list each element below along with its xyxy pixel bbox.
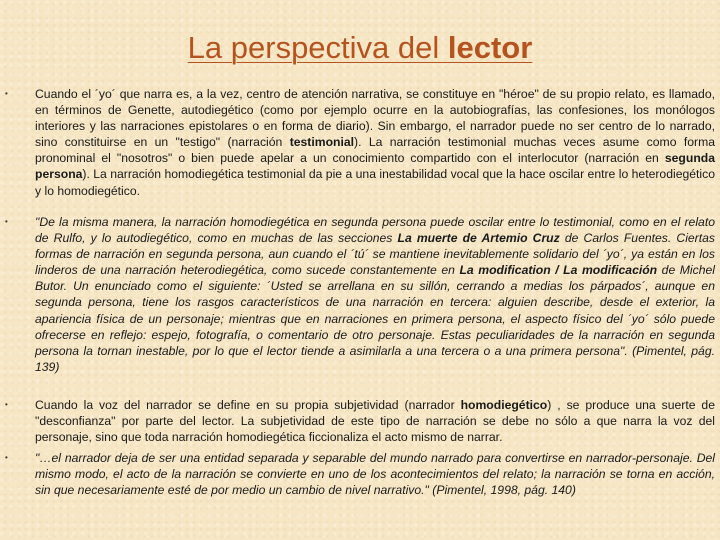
text-run: Cuando el ´yo´ que narra es, a la vez, centro de atención narrativa, se constituye en "héroe" de su propio relato, es llamado, en términos de Genette, autodiegético (como por ejemplo ocurre en la autobiografías, las confesiones, los monólogos interiores y las narraciones epistolares o en forma de diario). Sin embargo, el narrador puede no ser centro de lo narrado, sino constituirse en un "testigo" (narración [35,87,715,150]
bullet-dot-icon: • [5,89,8,98]
bullet-text [35,397,715,445]
bullet-text [35,214,715,375]
bullet-text [35,86,715,199]
text-run: ). La narración homodiegética testimonial da pie a una inestabilidad vocal que la hace oscilar entre lo heterodiegético y lo homodiegético. [35,167,715,198]
slide-title [0,28,720,68]
text-run: ). La narración testimonial muchas veces asume como forma pronominal el "nosotros" o bien puede apelar a un conocimiento compartido con el interlocutor (narración en [35,135,715,166]
text-run: Cuando la voz del narrador se define en su propia subjetividad (narrador [35,398,461,412]
text-run: de Carlos Fuentes. Ciertas formas de narración en segunda persona, aun cuando el ´tú´ se mantiene inevitablemente solidario del ´yo´, ya están en los linderos de una narración heterodiegética, como sucede constantemente en [35,231,715,278]
bold-phrase: homodiegético [460,398,548,412]
bold-phrase: segunda persona [35,151,715,182]
bullet-dot-icon: • [5,453,8,462]
bold-phrase: testimonial [289,135,355,150]
bullet-dot-icon: • [5,217,8,226]
bullet-dot-icon: • [5,400,8,409]
title-text: La perspectiva del [187,30,448,65]
bullet-text [35,450,715,498]
text-run: "…el narrador deja de ser una entidad separada y separable del mundo narrado para convertirse en narrador-personaje. Del mismo modo, el acto de la narración se convierte en uno de los acontecimientos del relato; la narración se torna en acción, sin que necesariamente esté de por medio un cambio de nivel narrativo." (Pimentel, 1998, pág. 140) [35,451,715,498]
bold-phrase: La modification / La modificación [459,263,658,278]
text-run: "De la misma manera, la narración homodiegética en segunda persona puede oscilar entre lo testimonial, como en el relato de Rulfo, y lo autodiegético, como en muchas de las secciones [35,215,715,246]
text-run: de Michel Butor. Un enunciado como el siguiente: ´Usted se arrellana en su sillón, cerrando a medias los párpados´, aunque en segunda persona, tiene los rasgos característicos de una narración en tercera: alguien describe, desde el exterior, la apariencia física de un personaje; mientras que en narraciones en primera persona, el aspecto físico del ´yo´ sólo puede ofrecerse en reflejo: espejo, fotografía, o comentario de otro personaje. Estas peculiaridades de la narración en segunda persona la tornan inestable, por lo que el lector tiende a asimilarla a una tercera o a una primera persona". (Pimentel, pág. 139) [35,263,716,374]
text-run: ) , se produce una suerte de "desconfianza" por parte del lector. La subjetividad de este tipo de narración se debe no sólo a que narra la voz del personaje, sino que toda narración homodiegética ficcionaliza el acto mismo de narrar. [35,398,715,445]
title-strong-text: lector [447,30,533,65]
bold-phrase: La muerte de Artemio Cruz [397,231,560,246]
